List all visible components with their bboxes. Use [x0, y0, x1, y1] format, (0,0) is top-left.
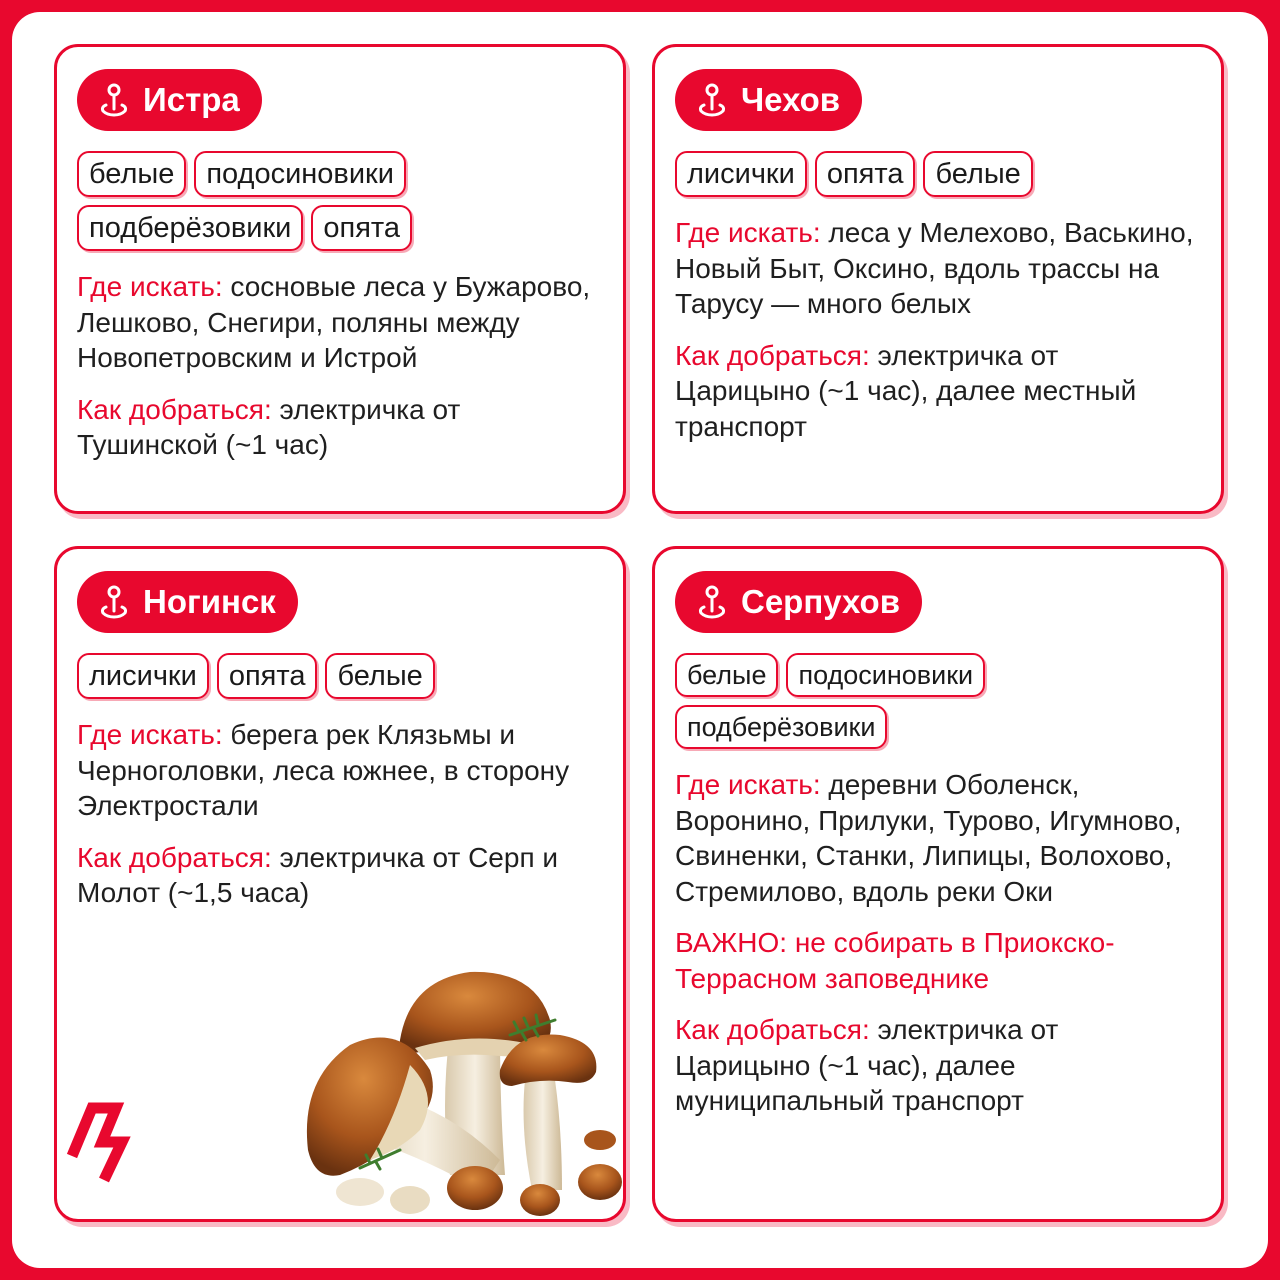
city-badge — [675, 571, 922, 633]
mushroom-tag: белые — [77, 151, 186, 197]
map-pin-icon — [99, 83, 129, 117]
mushroom-tag: лисички — [77, 653, 209, 699]
map-pin-icon — [697, 585, 727, 619]
how-label: Как добраться: — [675, 339, 870, 371]
city-badge — [675, 69, 862, 131]
mushroom-tag: белые — [923, 151, 1032, 197]
mushroom-tags — [77, 653, 603, 699]
mushroom-tag: лисички — [675, 151, 807, 197]
how-label: Как добраться: — [77, 841, 272, 873]
city-name: Чехов — [741, 81, 841, 118]
mushroom-tag: опята — [217, 653, 318, 699]
mushroom-tag: белые — [325, 653, 434, 699]
mushroom-tag: опята — [311, 205, 412, 251]
where-text: деревни Оболенск, Воронино, Прилуки, Турово, Игумново, Свиненки, Станки, Липицы, Волохово, Стремилово, вдоль реки Оки — [675, 769, 1182, 907]
how-text: электричка от Тушинской (~1 час) — [77, 393, 461, 460]
mushroom-tag: подосиновики — [786, 653, 985, 697]
where-paragraph — [675, 767, 1201, 909]
mushroom-tag: опята — [815, 151, 916, 197]
how-paragraph — [77, 840, 603, 911]
porcini-mushrooms-image — [300, 960, 626, 1222]
map-pin-icon — [697, 83, 727, 117]
how-paragraph — [675, 338, 1201, 445]
mushroom-tag: подберёзовики — [77, 205, 303, 251]
region-card-serpukhov — [652, 546, 1224, 1222]
where-paragraph — [77, 269, 603, 376]
mushroom-tags — [77, 151, 603, 251]
region-card-istra — [54, 44, 626, 514]
where-text: леса у Мелехово, Васькино, Новый Быт, Оксино, вдоль трассы на Тарусу — много белых — [675, 217, 1194, 319]
how-paragraph — [77, 392, 603, 463]
where-label: Где искать: — [77, 271, 223, 302]
brand-logo — [62, 1090, 132, 1186]
how-label: Как добраться: — [675, 1014, 870, 1045]
mushroom-tags — [675, 151, 1201, 197]
where-text: сосновые леса у Бужарово, Лешково, Снегири, поляны между Новопетровским и Истрой — [77, 271, 591, 373]
region-card-chekhov — [652, 44, 1224, 514]
how-text: электричка от Царицыно (~1 час), далее местный транспорт — [675, 339, 1137, 442]
where-paragraph — [675, 215, 1201, 322]
where-text: берега рек Клязьмы и Черноголовки, леса южнее, в сторону Электростали — [77, 719, 570, 821]
how-paragraph — [675, 1012, 1201, 1119]
important-note: ВАЖНО: не собирать в Приокско-Террасном заповеднике — [675, 927, 1115, 994]
mushroom-tag: подберёзовики — [675, 705, 887, 749]
where-paragraph — [77, 717, 603, 824]
mushroom-tags — [675, 653, 1201, 749]
city-name: Ногинск — [143, 583, 276, 620]
city-badge — [77, 69, 262, 131]
mushroom-tag: белые — [675, 653, 778, 697]
how-label: Как добраться: — [77, 393, 272, 425]
where-label: Где искать: — [675, 217, 821, 248]
where-label: Где искать: — [675, 769, 821, 800]
mushroom-tag: подосиновики — [194, 151, 406, 197]
city-name: Истра — [143, 81, 240, 118]
how-text: электричка от Серп и Молот (~1,5 часа) — [77, 841, 559, 908]
city-name: Серпухов — [741, 583, 901, 620]
city-badge — [77, 571, 298, 633]
where-label: Где искать: — [77, 719, 223, 750]
map-pin-icon — [99, 585, 129, 619]
how-text: электричка от Царицыно (~1 час), далее муниципальный транспорт — [675, 1014, 1059, 1116]
